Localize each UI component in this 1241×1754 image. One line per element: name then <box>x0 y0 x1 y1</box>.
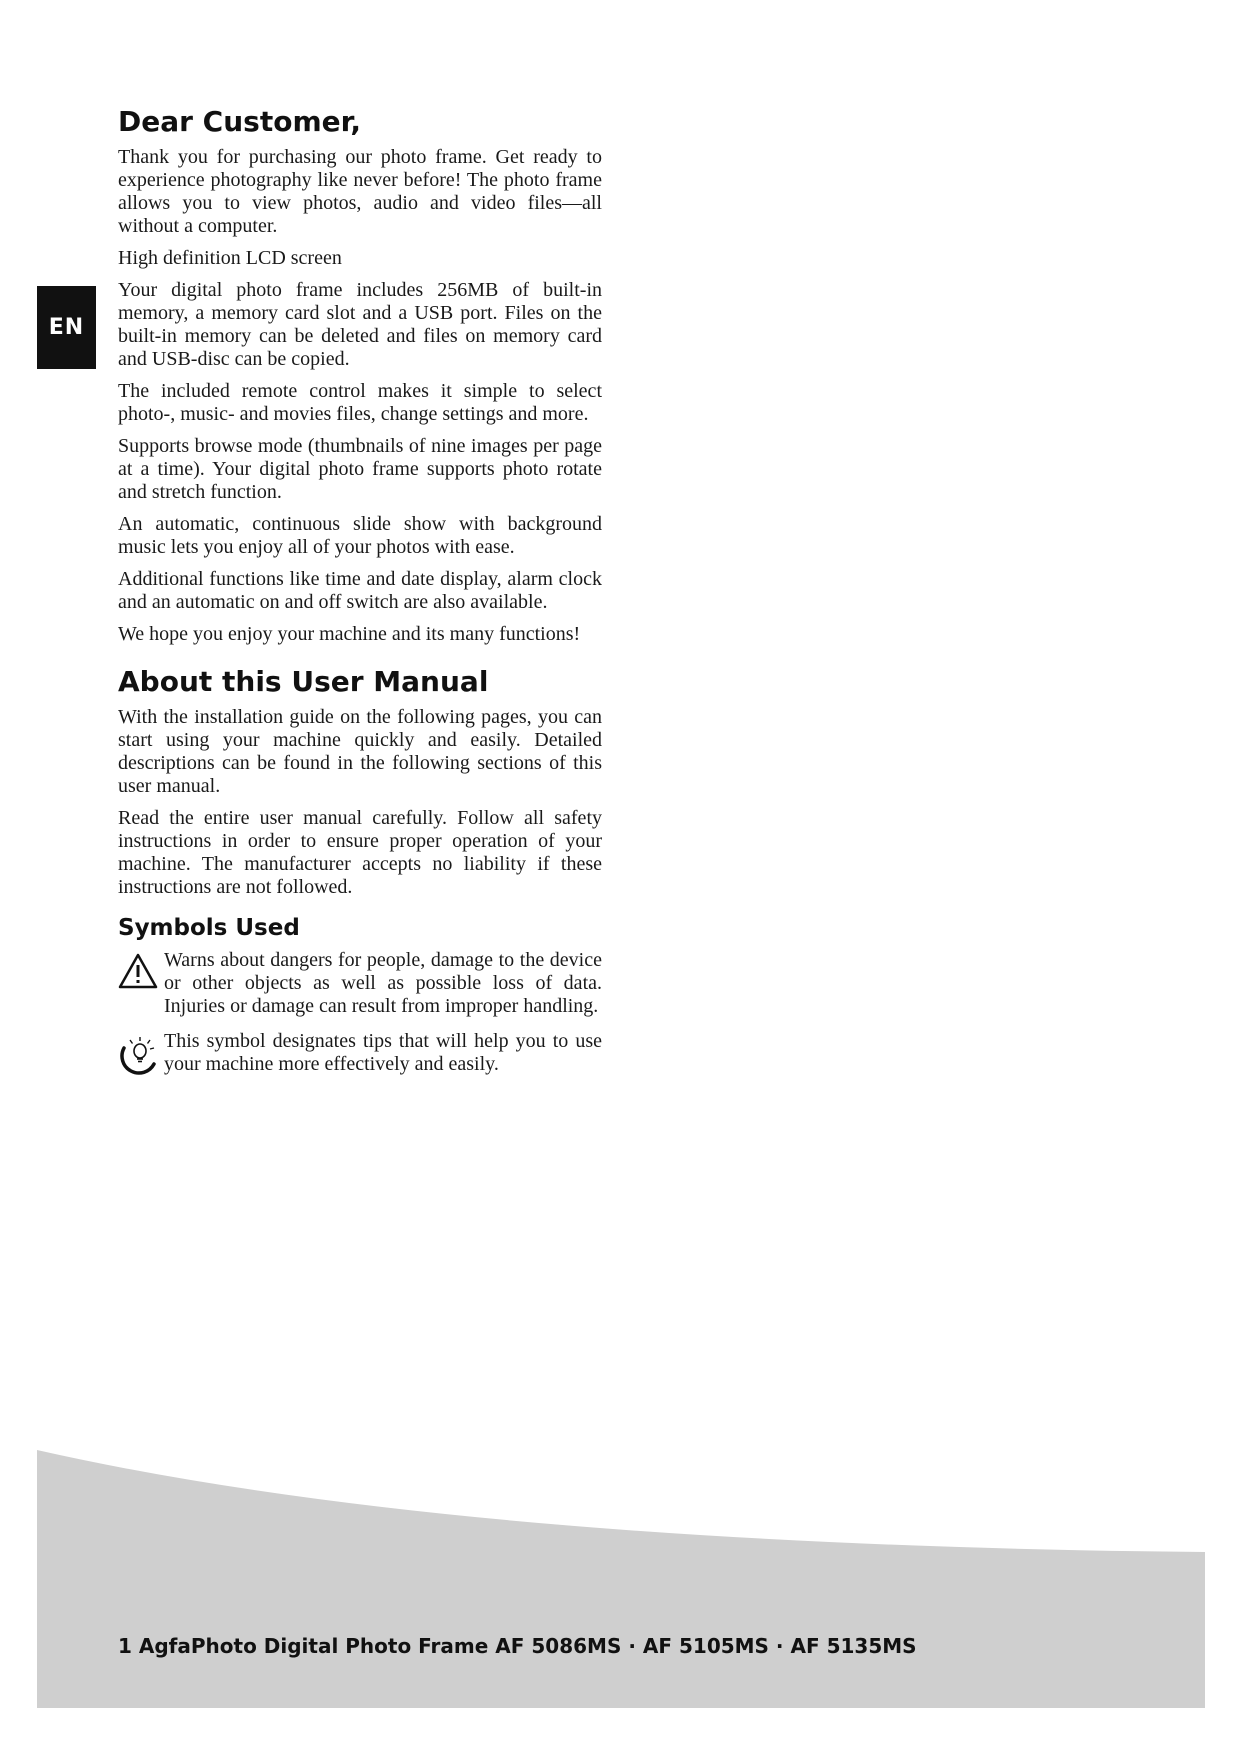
symbol-description: This symbol designates tips that will help you to use your machine more effectively and easily. <box>164 1030 602 1075</box>
paragraph: Your digital photo frame includes 256MB of built-in memory, a memory card slot and a USB port. Files on the built-in memory can be deleted and files on memory card and USB-disc can be copied. <box>118 279 602 370</box>
heading-about-manual: About this User Manual <box>118 665 489 698</box>
footer-band <box>37 1450 1205 1708</box>
heading-symbols-used: Symbols Used <box>118 915 300 941</box>
symbol-item-warning <box>118 949 602 1018</box>
symbol-item-tip <box>118 1030 602 1081</box>
symbol-description: Warns about dangers for people, damage to the device or other objects as well as possible loss of data. Injuries or damage can result from improper handling. <box>164 949 602 1017</box>
language-tab: EN <box>37 286 96 369</box>
heading-dear-customer: Dear Customer, <box>118 105 361 138</box>
paragraph: Supports browse mode (thumbnails of nine images per page at a time). Your digital photo frame supports photo rotate and stretch function. <box>118 435 602 503</box>
tip-lightbulb-icon <box>118 1030 164 1081</box>
paragraph: Read the entire user manual carefully. Follow all safety instructions in order to ensure proper operation of your machine. The manufacturer accepts no liability if these instructions are not followed. <box>118 807 602 898</box>
footer-title: 1 AgfaPhoto Digital Photo Frame AF 5086MS · AF 5105MS · AF 5135MS <box>118 1634 917 1658</box>
paragraph: With the installation guide on the following pages, you can start using your machine quickly and easily. Detailed descriptions can be found in the following sections of this user manual. <box>118 706 602 797</box>
paragraph: High definition LCD screen <box>118 247 342 269</box>
paragraph: The included remote control makes it simple to select photo-, music- and movies files, change settings and more. <box>118 380 602 425</box>
paragraph: We hope you enjoy your machine and its many functions! <box>118 623 581 645</box>
warning-triangle-icon <box>118 949 164 994</box>
paragraph: Thank you for purchasing our photo frame. Get ready to experience photography like never before! The photo frame allows you to view photos, audio and video files—all without a computer. <box>118 146 602 237</box>
paragraph: An automatic, continuous slide show with background music lets you enjoy all of your photos with ease. <box>118 513 602 558</box>
paragraph: Additional functions like time and date display, alarm clock and an automatic on and off switch are also available. <box>118 568 602 613</box>
page-content <box>118 104 602 1093</box>
